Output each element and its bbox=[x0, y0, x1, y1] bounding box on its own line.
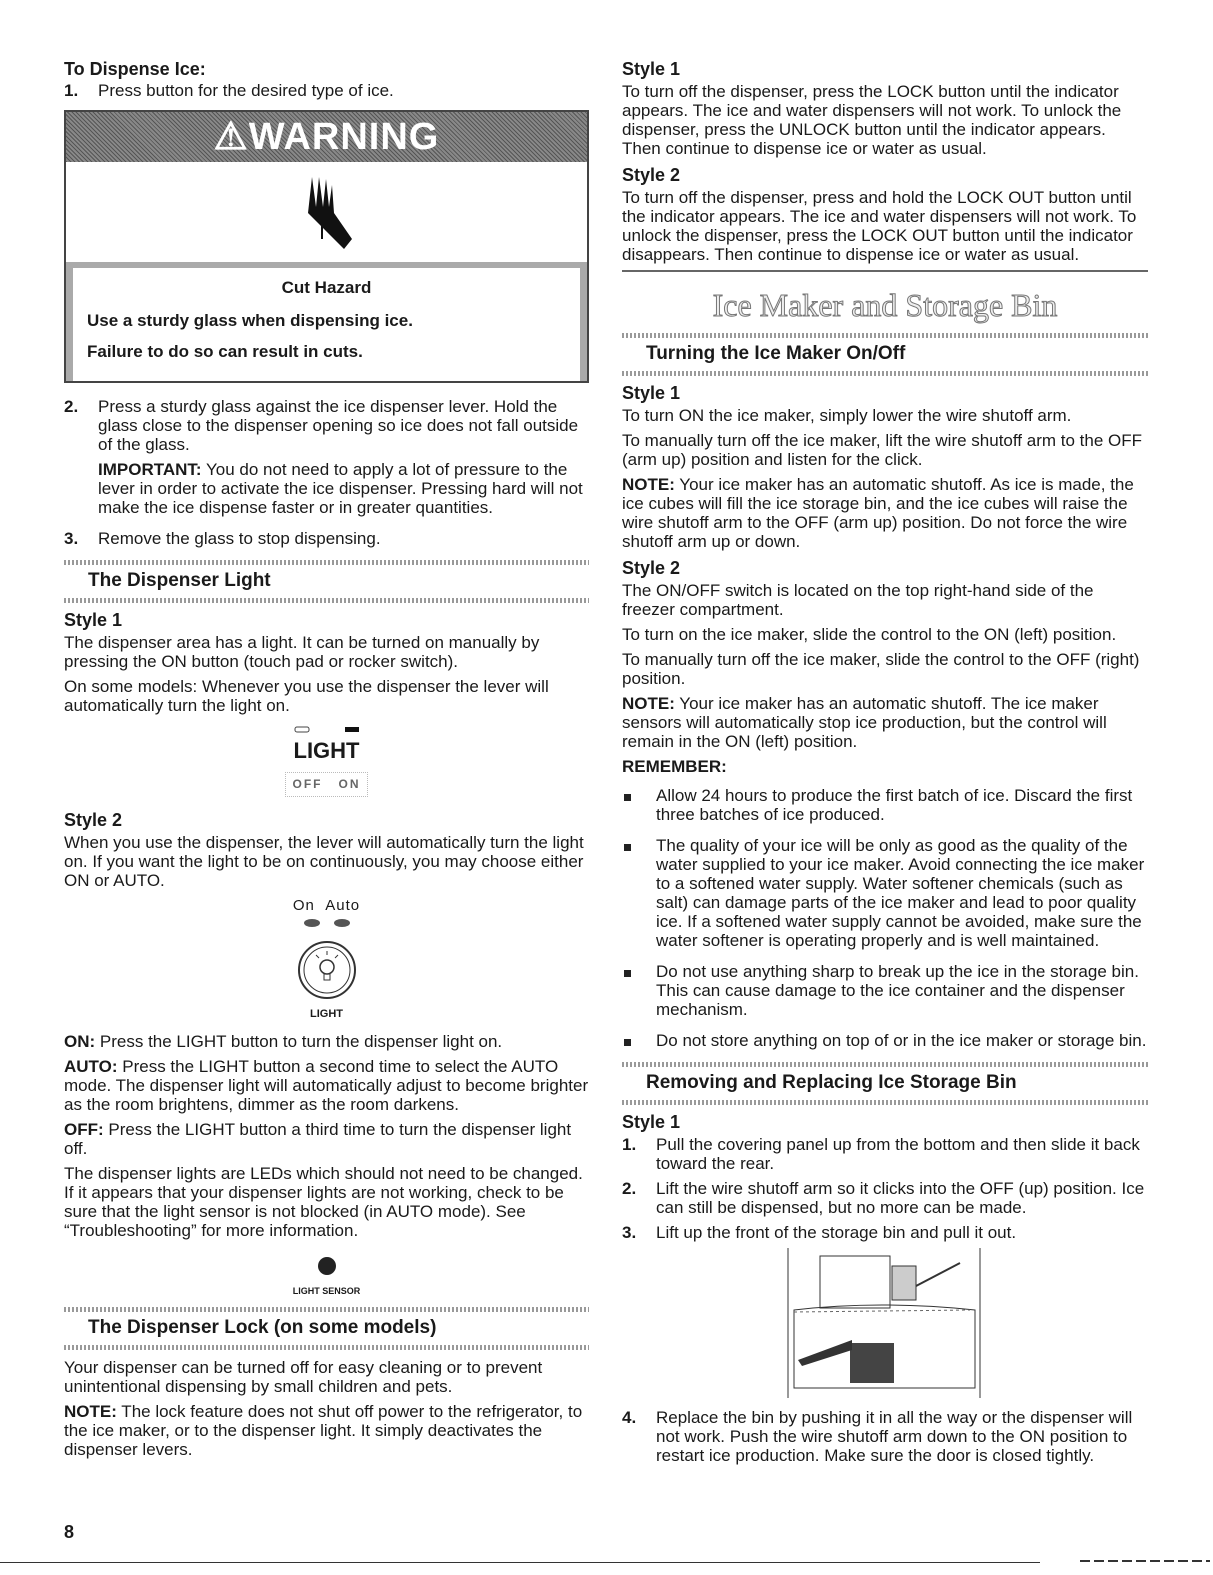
footer-rule bbox=[0, 1562, 1040, 1563]
warning-box bbox=[64, 110, 589, 383]
remember-heading: REMEMBER: bbox=[622, 757, 727, 776]
step-1: 1. Press button for the desired type of ice. bbox=[64, 81, 394, 100]
light-style-2: Style 2 bbox=[64, 810, 123, 830]
ice-maker-onoff-heading: Turning the Ice Maker On/Off bbox=[622, 333, 1148, 376]
right-column: Style 1 To turn off the dispenser, press the LOCK button until the indicator appears. The ice and water dispensers will not work. To unlock the dispenser, press the UNLOCK button until the indicator appears. Then continue to dispense ice or water as usual. Style 2 To turn off the dispenser, press and hold the LOCK OUT button until the indicator appears. The ice and water dispensers will not work. To unlock the dispenser, press the LOCK OUT button until the indicator disappears. Then continue to dispense ice or water as usual. Ice Maker and Storage Bin Turning the Ice Maker On/Off Style 1 To turn ON the ice maker, simply lower the wire shutoff arm. To manually turn off the ice maker, lift the wire shutoff arm to the OFF (arm up) position and listen for the click. NOTE: Your ice maker has an automatic shutoff. As ice is made, the ice cubes will fill the ice storage bin, and the ice cubes will raise the wire shutoff arm to the OFF (arm up) position. Do not force the wire shutoff arm up or down. Style 2 The ON/OFF switch is located on the top right-hand side of the freezer compartment. To turn on the ice maker, slide the control to the ON (left) position. To manually turn off the ice maker, slide the control to the OFF (right) position. NOTE: Your ice maker has an automatic shutoff. The ice maker sensors will automatically stop ice production, but the control will remain in the ON (left) position. REMEMBER: Allow 24 hours to produce the first batch of ice. Discard the first three batches of ice produced. The quality of your ice will be only as good as the quality of the water supplied to your ice maker. Avoid connecting the ice maker to a softened water supply. Water softener chemicals (such as salt) can damage parts of the ice maker and lead to poor quality ice. If a softened water supply cannot be avoided, make sure the water softener is operating properly and is well maintained. Do not use anything sharp to break up the ice in the storage bin. This can cause damage to the ice container and the dispenser mechanism. Do not store anything on top of or in the ice maker or storage bin. Removing and Replacing Ice Storage Bin Style 1 1. Pull the covering panel up from the bottom and then slide it back toward the rear. 2. Lift the wire shutoff arm so it clicks into the OFF (up) position. Ice can still be dispensed, but no more can be made. 3. Lift up the front of the storage bin and pull it out. 4. Replace the bin by pushing it in all the way or the dispenser will not work. Push the wire shutoff arm down to the ON position to restart ice production. Make sure the door is closed tightly. bbox=[622, 59, 1147, 1465]
bin-step: 3. Lift up the front of the storage bin and pull it out. bbox=[622, 1223, 1017, 1242]
warning-triangle-icon: ⚠ bbox=[213, 116, 249, 158]
important-label: IMPORTANT: bbox=[98, 460, 202, 479]
step-2: 2. Press a sturdy glass against the ice dispenser lever. Hold the glass close to the dispenser opening so ice does not fall outside of the glass. IMPORTANT: You do not need to apply a lot of pressure to the lever in order to activate the ice dispenser. Pressing hard will not make the ice dispense faster or in greater quantities. bbox=[64, 397, 583, 517]
cut-hazard-icon bbox=[66, 162, 587, 268]
warning-banner bbox=[66, 112, 587, 162]
page-number: 8 bbox=[64, 1522, 75, 1542]
light-bulb-button-icon bbox=[282, 915, 372, 1005]
lock-style-2: Style 2 bbox=[622, 165, 681, 185]
bin-step: 2. Lift the wire shutoff arm so it clicks into the OFF (up) position. Ice can still be dispensed, but no more can be made. bbox=[622, 1179, 1145, 1217]
list-item: Do not use anything sharp to break up the ice in the storage bin. This can cause damage to the ice container and the dispenser mechanism. bbox=[622, 962, 1148, 1019]
light-label: LIGHT bbox=[293, 738, 360, 763]
off-on-switch: OFF ON bbox=[285, 772, 367, 797]
left-column: To Dispense Ice: 1. Press button for the desired type of ice. ⚠WARNING Cut Hazard Use a sturdy glass when dispensing ice. Failure to do so can result in cuts. 2. Press a sturdy glass against the ice dispenser lever. Hold the glass close to the dispenser opening so ice does not fall outside of the glass. IMPORTANT: You do not need to apply a lot of pressure to the lever in order to activate the ice dispenser. Pressing hard will not make the ice dispense faster or in greater quantities. 3. Remove the glass to stop dispensing. The Dispenser Light Style 1 The dispenser area has a light. It can be turned on manually by pressing the ON button (touch pad or rocker switch). On some models: Whenever you use the dispenser the lever will automatically turn the light on. LIGHT OFF ON Style 2 When you use the dispenser, the lever will automatically turn the light on. If you want the light to be on continuously, you may choose either ON or AUTO. On Auto LIGHT ON: Press the LIGHT button to turn the dispenser light on. AUTO: Press the LIGHT button a second time to select the AUTO mode. The dispenser light will automatically adjust to become brighter as the room brightens, dimmer as the room darkens. OFF: Press the LIGHT button a third time to turn the dispenser light off. The dispenser lights are LEDs which should not need to be changed. If it appears that your dispenser lights are not working, check to be sure that the light sensor is not blocked (in AUTO mode). See “Troubleshooting” for more information. LIGHT SENSOR The Dispenser Lock (on some models) Your dispenser can be turned off for easy cleaning or to prevent unintentional dispensing by small children and pets. NOTE: The lock feature does not shut off power to the refrigerator, to the ice maker, or to the dispenser light. It simply deactivates the dispenser levers. bbox=[64, 59, 589, 1459]
warning-body bbox=[66, 268, 587, 381]
light-style-1: Style 1 bbox=[64, 610, 123, 630]
hazard-title: Cut Hazard bbox=[281, 278, 372, 297]
footer-dash bbox=[1080, 1560, 1210, 1562]
light-switch-figure-1 bbox=[64, 725, 589, 797]
storage-bin-heading: Removing and Replacing Ice Storage Bin bbox=[622, 1062, 1148, 1105]
bin-step: 1. Pull the covering panel up from the bottom and then slide it back toward the rear. bbox=[622, 1135, 1140, 1173]
list-item: Allow 24 hours to produce the first batch of ice. Discard the first three batches of ice produced. bbox=[622, 786, 1148, 824]
dispenser-light-heading: The Dispenser Light bbox=[64, 560, 589, 603]
lock-style-1: Style 1 bbox=[622, 59, 681, 79]
list-item: The quality of your ice will be only as good as the quality of the water supplied to your ice maker. Avoid connecting the ice maker to a softened water supply. Water softener chemicals (such as salt) can damage parts of the ice maker and lead to poor quality ice. If a softened water supply cannot be avoided, make sure the water softener is operating properly and is well maintained. bbox=[622, 836, 1148, 950]
step-3: 3. Remove the glass to stop dispensing. bbox=[64, 529, 381, 548]
light-button-figure-2: On Auto LIGHT bbox=[64, 896, 589, 1024]
warning-line-1: Use a sturdy glass when dispensing ice. bbox=[87, 311, 413, 330]
dispenser-lock-heading: The Dispenser Lock (on some models) bbox=[64, 1307, 589, 1350]
list-item: Do not store anything on top of or in the ice maker or storage bin. bbox=[622, 1031, 1148, 1050]
warning-title: WARNING bbox=[248, 116, 440, 158]
storage-bin-illustration bbox=[622, 1248, 1148, 1398]
ice-maker-title: Ice Maker and Storage Bin bbox=[712, 287, 1058, 323]
dispense-ice-heading: To Dispense Ice: bbox=[64, 59, 206, 79]
bin-step: 4. Replace the bin by pushing it in all the way or the dispenser will not work. Push the wire shutoff arm down to the ON position to restart ice production. Make sure the door is closed tightly. bbox=[622, 1408, 1133, 1465]
divider bbox=[622, 270, 1148, 272]
light-sensor-figure: LIGHT SENSOR bbox=[64, 1252, 589, 1301]
warning-line-2: Failure to do so can result in cuts. bbox=[87, 342, 363, 361]
indicator-icon bbox=[287, 725, 367, 735]
